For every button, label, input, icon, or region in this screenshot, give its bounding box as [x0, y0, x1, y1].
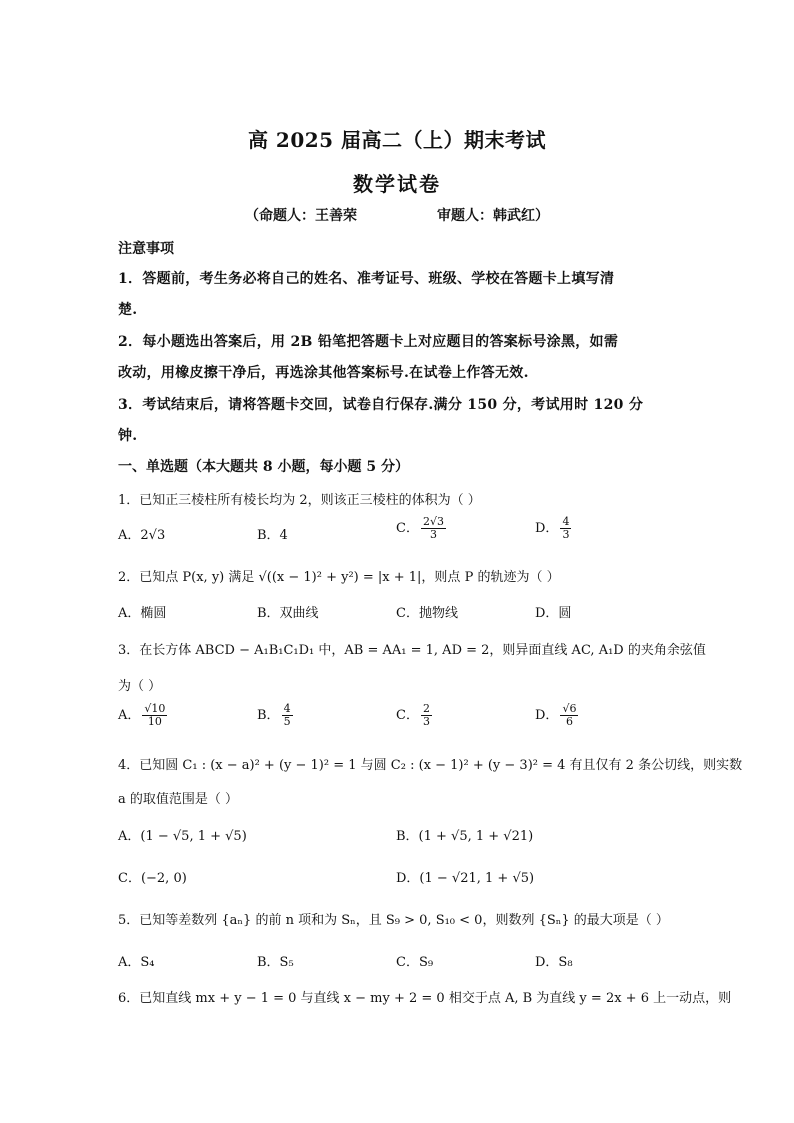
authors-line: [0, 205, 794, 225]
notice-heading: 注意事项: [118, 241, 174, 257]
section-heading: 一、单选题（本大题共 8 小题，每小题 5 分）: [118, 459, 409, 475]
q3-option-d: [535, 703, 578, 728]
q1-option-d-label: D．: [535, 521, 559, 536]
denominator: 3: [562, 528, 570, 541]
notice-item-1-cont: 楚.: [118, 302, 138, 318]
q2-option-a: A．椭圆: [118, 606, 167, 621]
q3-option-c: [396, 703, 432, 728]
question-1-stem: 1．已知正三棱柱所有棱长均为 2，则该正三棱柱的体积为（ ）: [118, 493, 481, 508]
denominator: 10: [147, 715, 162, 728]
notice-item-3: 3．考试结束后，请将答题卡交回，试卷自行保存.满分 150 分，考试用时 120 分: [118, 397, 644, 413]
q5-option-a: A．S₄: [118, 955, 155, 970]
q2-option-c: C．抛物线: [396, 606, 458, 621]
q3-option-d-label: D．: [535, 708, 559, 723]
q1-option-c: [396, 516, 446, 541]
exam-title: 高 2025 届高二（上）期末考试: [247, 128, 547, 152]
q1-option-a: A．2√3: [118, 528, 166, 543]
q3-option-b: [257, 703, 293, 728]
q4-option-c: C．(−2, 0): [118, 871, 187, 886]
q2-option-d: D．圆: [535, 606, 572, 621]
question-3-stem: 3．在长方体 ABCD − A₁B₁C₁D₁ 中，AB = AA₁ = 1, AD = 2，则异面直线 AC, A₁D 的夹角余弦值: [118, 643, 706, 658]
numerator: 2: [422, 702, 430, 715]
numerator: 4: [562, 515, 570, 528]
denominator: 3: [429, 528, 437, 541]
notice-item-2-cont: 改动，用橡皮擦干净后，再选涂其他答案标号.在试卷上作答无效.: [118, 365, 529, 381]
denominator: 5: [283, 715, 291, 728]
q4-option-d: D．(1 − √21, 1 + √5): [396, 871, 535, 886]
q3-option-b-label: B．: [257, 708, 280, 723]
notice-item-2: 2．每小题选出答案后，用 2B 铅笔把答题卡上对应题目的答案标号涂黑，如需: [118, 334, 619, 350]
fraction: [560, 703, 578, 728]
q3-option-a-label: A．: [118, 708, 141, 723]
fraction: [142, 703, 167, 728]
numerator: √10: [144, 702, 166, 715]
fraction: [421, 703, 432, 728]
denominator: 3: [422, 715, 430, 728]
numerator: 4: [283, 702, 291, 715]
reviewer-name: 审题人：韩武红）: [437, 208, 549, 224]
fraction: [282, 703, 293, 728]
question-5-stem: 5．已知等差数列 {aₙ} 的前 n 项和为 Sₙ，且 S₉ > 0, S₁₀ < 0，则数列 {Sₙ} 的最大项是（ ）: [118, 913, 669, 928]
fraction: [560, 516, 571, 541]
question-4-stem: 4．已知圆 C₁ : (x − a)² + (y − 1)² = 1 与圆 C₂ : (x − 1)² + (y − 3)² = 4 有且仅有 2 条公切线，则实数: [118, 758, 743, 773]
question-4-stem-cont: a 的取值范围是（ ）: [118, 792, 239, 807]
q4-option-b: B．(1 + √5, 1 + √21): [396, 829, 534, 844]
question-6-stem: 6．已知直线 mx + y − 1 = 0 与直线 x − my + 2 = 0 相交于点 A, B 为直线 y = 2x + 6 上一动点，则: [118, 991, 732, 1006]
exam-subtitle: 数学试卷: [353, 172, 441, 196]
numerator: √6: [562, 702, 577, 715]
numerator: 2√3: [422, 515, 444, 528]
notice-item-3-cont: 钟.: [118, 428, 138, 444]
q5-option-d: D．S₈: [535, 955, 573, 970]
q2-option-b: B．双曲线: [257, 606, 319, 621]
q3-option-c-label: C．: [396, 708, 419, 723]
q1-option-d: [535, 516, 571, 541]
setter-name: （命题人：王善荣: [245, 208, 357, 224]
q5-option-c: C．S₉: [396, 955, 434, 970]
q1-option-c-label: C．: [396, 521, 419, 536]
q1-option-b: B．4: [257, 528, 288, 543]
notice-item-1: 1．答题前，考生务必将自己的姓名、准考证号、班级、学校在答题卡上填写清: [118, 271, 615, 287]
fraction: [421, 516, 446, 541]
q3-option-a: [118, 703, 167, 728]
denominator: 6: [565, 715, 573, 728]
question-3-stem-cont: 为（ ）: [118, 679, 162, 694]
q5-option-b: B．S₅: [257, 955, 294, 970]
question-2-stem: 2．已知点 P(x, y) 满足 √((x − 1)² + y²) = |x + 1|，则点 P 的轨迹为（ ）: [118, 570, 560, 585]
q4-option-a: A．(1 − √5, 1 + √5): [118, 829, 247, 844]
